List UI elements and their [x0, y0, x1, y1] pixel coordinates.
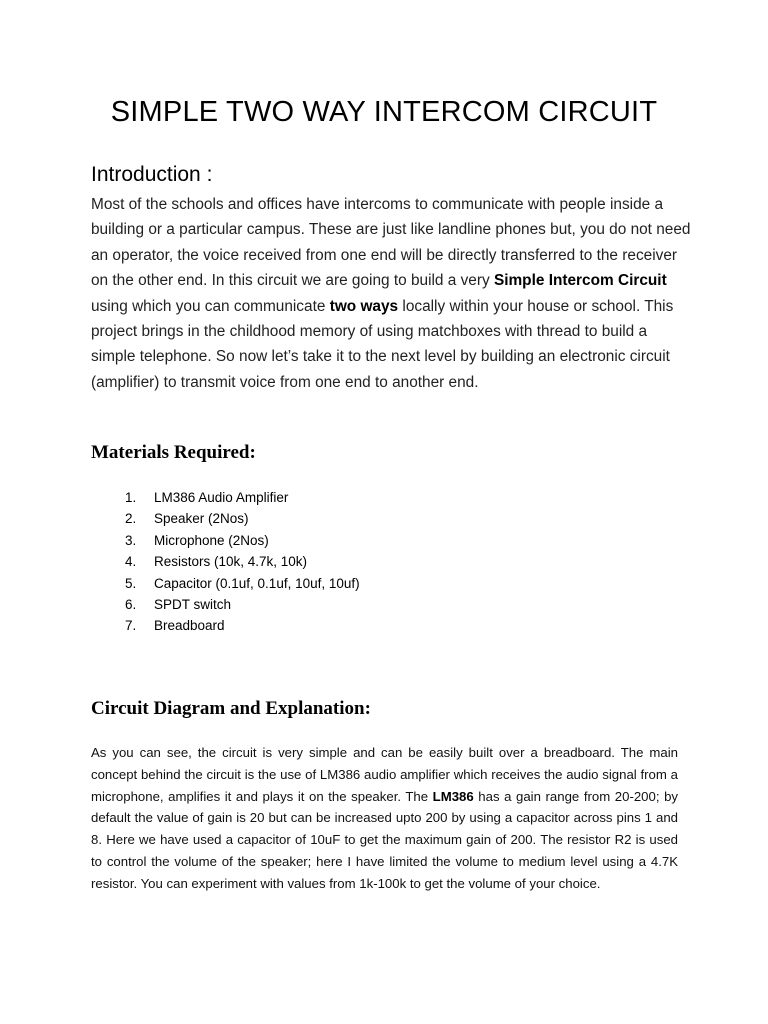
list-item-number: 5.: [125, 575, 137, 591]
list-item-label: Breadboard: [154, 618, 225, 634]
list-item: [125, 573, 360, 594]
circuit-text-2: has a gain range from 20-200; by default the value of gain is 20 but can be increased upto 200 by using a capacitor across pins 1 and 8. Here we have used a capacitor of 10uF to get the maximum gain of 200. The resistor R2 is used to control the volume of the speaker; here I have limited the volume to medium level using a 4.7K resistor. You can experiment with values from 1k-100k to get the volume of your choice.: [91, 788, 679, 891]
circuit-heading: Circuit Diagram and Explanation:: [91, 698, 371, 719]
intro-text-2: using which you can communicate: [91, 297, 330, 315]
list-item-label: Speaker (2Nos): [154, 511, 249, 527]
list-item-number: 3.: [125, 532, 137, 548]
list-item: [125, 487, 360, 508]
list-item-label: Capacitor (0.1uf, 0.1uf, 10uf, 10uf): [154, 575, 360, 591]
intro-bold-simple-intercom: Simple Intercom Circuit: [493, 272, 667, 290]
intro-text-3: locally within your house or school. This project brings in the childhood memory of using matchboxes with thread to build a simple telephone. So now let’s take it to the next level by building an electronic circuit (amplifier) to transmit voice from one end to another end.: [91, 297, 674, 391]
list-item-number: 2.: [125, 511, 137, 527]
intro-bold-two-ways: two ways: [329, 297, 399, 315]
intro-text-1: Most of the schools and offices have intercoms to communicate with people inside a building or a particular campus. These are just like landline phones but, you do not need an operator, the voice received from one end will be directly transferred to the receiver on the other end. In this circuit we are going to build a very: [91, 196, 691, 290]
list-item-label: Resistors (10k, 4.7k, 10k): [154, 554, 308, 570]
list-item-number: 6.: [125, 597, 137, 613]
materials-list: [125, 487, 360, 637]
list-item-number: 4.: [125, 554, 137, 570]
list-item: [125, 508, 360, 529]
list-item: [125, 551, 360, 572]
list-item-label: Microphone (2Nos): [154, 532, 269, 548]
circuit-text-1: As you can see, the circuit is very simple and can be easily built over a breadboard. The main concept behind the circuit is the use of LM386 audio amplifier which receives the audio signal from a microphone, amplifies it and plays it on the speaker. The: [91, 745, 678, 804]
introduction-paragraph: [91, 192, 691, 395]
list-item-number: 7.: [125, 618, 137, 634]
document-title: SIMPLE TWO WAY INTERCOM CIRCUIT: [110, 96, 658, 128]
introduction-heading: Introduction :: [91, 163, 213, 186]
list-item-number: 1.: [125, 490, 137, 505]
list-item: [125, 594, 360, 615]
list-item-label: LM386 Audio Amplifier: [154, 490, 289, 505]
list-item: [125, 615, 360, 636]
materials-heading: Materials Required:: [91, 442, 256, 463]
circuit-explanation-paragraph: [91, 742, 678, 895]
circuit-bold-lm386: LM386: [432, 788, 474, 804]
list-item: [125, 530, 360, 551]
list-item-label: SPDT switch: [154, 597, 232, 613]
